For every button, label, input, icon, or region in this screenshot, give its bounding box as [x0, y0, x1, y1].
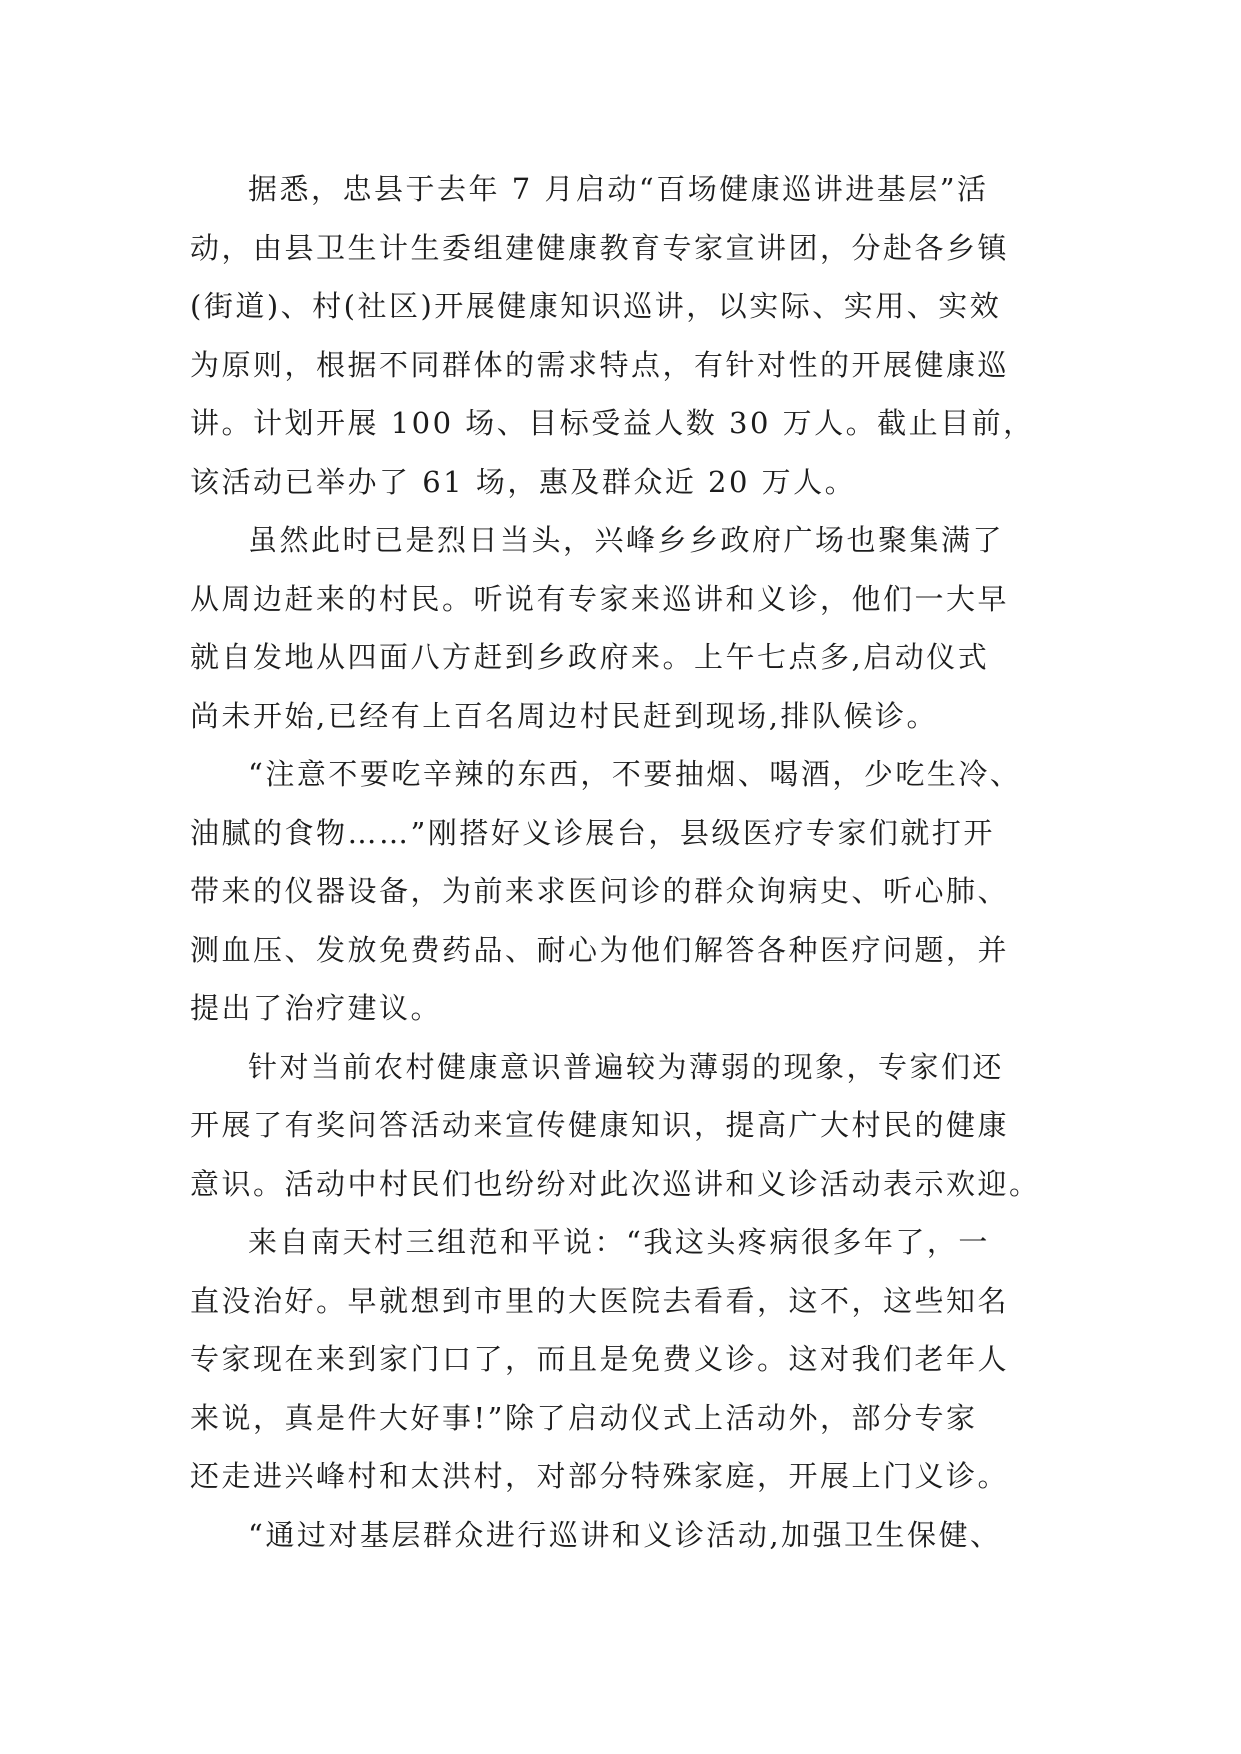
text-line: 专家现在来到家门口了，而且是免费义诊。这对我们老年人	[190, 1342, 1010, 1376]
text-line: “通过对基层群众进行巡讲和义诊活动,加强卫生保健、	[248, 1517, 1002, 1552]
text-line: 针对当前农村健康意识普遍较为薄弱的现象，专家们还	[248, 1049, 1005, 1084]
text-line: 带来的仪器设备，为前来求医问诊的群众询病史、听心肺、	[190, 874, 1010, 908]
text-line: 直没治好。早就想到市里的大医院去看看，这不，这些知名	[190, 1283, 1010, 1318]
text-line: 开展了有奖问答活动来宣传健康知识，提高广大村民的健康	[190, 1108, 1010, 1142]
text-line: “注意不要吃辛辣的东西，不要抽烟、喝酒，少吃生冷、	[248, 757, 1022, 791]
text-line: 来说，真是件大好事!”除了启动仪式上活动外，部分专家	[190, 1400, 978, 1435]
text-line: 测血压、发放免费药品、耐心为他们解答各种医疗问题，并	[190, 932, 1010, 967]
text-line: 意识。活动中村民们也纷纷对此次巡讲和义诊活动表示欢迎。	[190, 1166, 1041, 1201]
text-line: 从周边赶来的村民。听说有专家来巡讲和义诊，他们一大早	[190, 581, 1010, 616]
text-line: 来自南天村三组范和平说：“我这头疼病很多年了，一	[248, 1225, 990, 1259]
text-line: 据悉，忠县于去年 7 月启动“百场健康巡讲进基层”活	[248, 172, 989, 206]
text-line: 该活动已举办了 61 场，惠及群众近 20 万人。	[190, 464, 857, 499]
text-line: 还走进兴峰村和太洪村，对部分特殊家庭，开展上门义诊。	[190, 1459, 1010, 1493]
article-body	[190, 160, 1060, 1564]
text-line: 动，由县卫生计生委组建健康教育专家宣讲团，分赴各乡镇	[190, 230, 1010, 265]
text-line: 油腻的食物……”刚搭好义诊展台，县级医疗专家们就打开	[190, 815, 995, 850]
text-line: 讲。计划开展 100 场、目标受益人数 30 万人。截止目前，	[190, 406, 1035, 440]
text-line: 提出了治疗建议。	[190, 991, 443, 1025]
text-line: 尚未开始,已经有上百名周边村民赶到现场,排队候诊。	[190, 698, 938, 733]
text-line: 虽然此时已是烈日当头，兴峰乡乡政府广场也聚集满了	[248, 523, 1005, 557]
text-line: (街道)、村(社区)开展健康知识巡讲，以实际、实用、实效	[190, 289, 1002, 323]
text-line: 就自发地从四面八方赶到乡政府来。上午七点多,启动仪式	[190, 640, 990, 674]
text-line: 为原则，根据不同群体的需求特点，有针对性的开展健康巡	[190, 347, 1010, 382]
